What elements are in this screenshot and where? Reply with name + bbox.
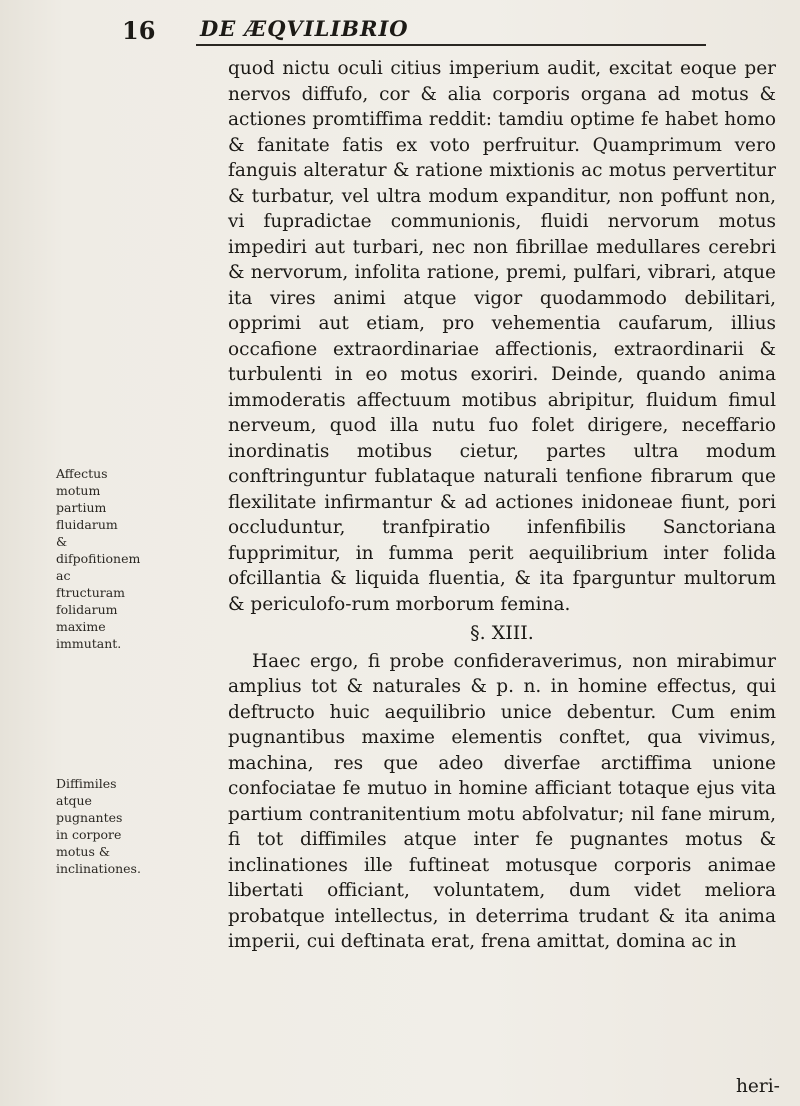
catchword: heri- [736,1076,780,1097]
page-header [0,0,800,48]
section-mark: §. XIII. [470,622,534,644]
page-number: 16 [122,16,156,45]
margin-note-diffimiles: Diffimiles atque pugnantes in corpore motus & inclinationes. [56,776,141,876]
margin-note-affectus: Affectus motum partium fluidarum & difpofitionem ac ftructuram folidarum maxime immutant. [56,466,141,651]
paragraph-1: quod nictu oculi citius imperium audit, excitat eoque per nervos diffufo, cor & alia corporis organa ad motus & actiones promtiffima reddit: tamdiu optime fe habet homo & fanitate fatis ex voto perfruitur. Quamprimum vero fanguis alteratur & ratione mixtionis ac motus pervertitur & turbatur, vel ultra modum expanditur, non poffunt non, vi fupradictae communionis, fluidi nervorum motus impediri aut turbari, nec non fibrillae medullares cerebri & nervorum, infolita ratione, premi, pulfari, vibrari, atque ita vires animi atque vigor quodammodo debilitari, opprimi aut etiam, pro vehementia caufarum, illius occafione extraordinariae affectionis, extraordinarii & turbulenti in eo motus exoriri. Deinde, quando anima immoderatis affectuum motibus abripitur, fluidum fimul nerveum, quod illa nutu fuo folet dirigere, neceffario inordinatis motibus cietur, partes ultra modum conftringuntur fublataque naturali tenfione fibrarum que flexilitate infirmantur & ad actiones inidoneae fiunt, pori occluduntur, tranfpiratio infenfibilis Sanctoriana fupprimitur, in fumma perit aequilibrium inter folida ofcillantia & liquida fluentia, & ita fparguntur multorum & periculofo-rum morborum femina. [228,58,776,615]
paragraph-2: Haec ergo, fi probe confideraverimus, non mirabimur amplius tot & naturales & p. n. in homine effectus, qui deftructo huic aequilibrio unice debentur. Cum enim pugnantibus maxime elementis conftet, qua vivimus, machina, res que adeo diverfae arctiffima unione confociatae fe mutuo in homine afficiant totaque ejus vita partium contranitentium motu abfolvatur; nil fane mirum, fi tot diffimiles atque inter fe pugnantes motus & inclinationes ille fuftineat motusque corporis animae libertati officiant, voluntatem, dum videt meliora probatque intellectus, in deterrima trudant & ita anima imperii, cui deftinata erat, frena amittat, domina ac in [228,650,776,952]
running-title: DE ÆQVILIBRIO [200,16,409,41]
header-rule [196,44,706,46]
body-text [228,56,776,955]
